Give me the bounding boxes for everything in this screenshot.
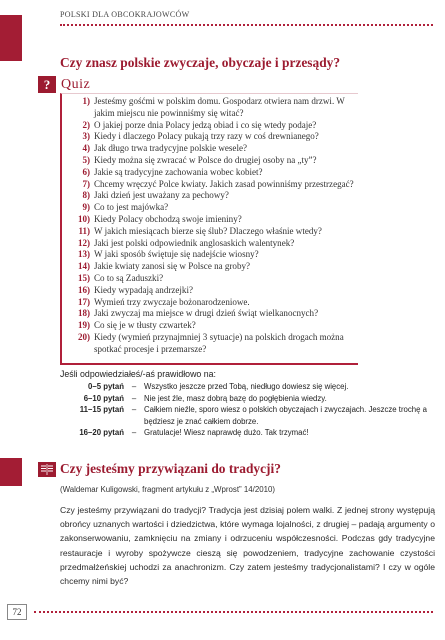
question-number: 13) [77, 249, 90, 260]
question-number: 17) [77, 296, 90, 307]
dotted-divider-bottom [34, 611, 433, 613]
question-text: W jakich miesiącach bierze się ślub? Dlaczego właśnie wtedy? [94, 225, 322, 236]
question-text: Kiedy wypadają andrzejki? [94, 284, 193, 295]
article-source: (Waldemar Kuligowski, fragment artykułu z „Wprost” 14/2010) [60, 485, 276, 494]
reading-section-title: Czy jesteśmy przywiązani do tradycji? [60, 461, 281, 476]
quiz-question [72, 143, 362, 155]
quiz-question [72, 120, 362, 132]
results-table [66, 381, 438, 439]
question-number: 5) [82, 154, 90, 165]
quiz-question [72, 214, 362, 226]
question-number: 9) [82, 202, 90, 213]
question-text: Kiedy i dlaczego Polacy pukają trzy razy w coś drewnianego? [94, 131, 319, 142]
question-mark-icon: ? [38, 76, 56, 93]
question-text: Jaki jest polski odpowiednik anglosaskich walentynek? [94, 237, 295, 248]
quiz-question [72, 320, 362, 332]
result-row [66, 427, 438, 439]
result-dash: – [131, 405, 137, 415]
quiz-label: Quiz [61, 76, 91, 92]
question-number: 6) [82, 166, 90, 177]
question-number: 18) [77, 308, 90, 319]
question-number: 4) [82, 143, 90, 154]
question-text: Co to są Zaduszki? [94, 272, 164, 283]
question-text: W jaki sposób świętuje się nadejście wiosny? [94, 249, 259, 260]
quiz-question [72, 167, 362, 179]
result-row [66, 393, 438, 405]
result-dash: – [131, 382, 137, 391]
question-number: 15) [77, 272, 90, 283]
question-text: Wymień trzy zwyczaje bożonarodzeniowe. [94, 296, 250, 307]
question-number: 8) [82, 190, 90, 201]
dotted-divider-top [60, 24, 433, 26]
question-text: Co się je w tłusty czwartek? [94, 320, 196, 331]
question-text: Jesteśmy gośćmi w polskim domu. Gospodarz otwiera nam drzwi. W jakim miejscu nie powinniśmy się witać? [94, 96, 345, 118]
question-number: 2) [82, 119, 90, 130]
page-number: 72 [7, 604, 27, 620]
question-number: 7) [82, 178, 90, 189]
quiz-question [72, 285, 362, 297]
book-icon [38, 462, 56, 477]
quiz-heading [38, 76, 90, 93]
question-text: Jaki zwyczaj ma miejsce w drugi dzień świąt wielkanocnych? [94, 308, 319, 319]
quiz-question [72, 131, 362, 143]
quiz-question [72, 273, 362, 285]
result-range: 16–20 pytań [79, 428, 124, 438]
quiz-question [72, 226, 362, 238]
question-text: Jaki dzień jest uważany za pechowy? [94, 190, 229, 201]
question-text: Jakie kwiaty zanosi się w Polsce na groby? [94, 261, 251, 272]
question-number: 19) [77, 320, 90, 331]
question-text: Kiedy Polacy obchodzą swoje imieniny? [94, 213, 242, 224]
question-number: 20) [77, 331, 90, 342]
quiz-question [72, 249, 362, 261]
result-range: 0–5 pytań [88, 382, 124, 391]
question-text: Jakie są tradycyjne zachowania wobec kobiet? [94, 166, 263, 177]
side-tab-decoration [0, 15, 22, 61]
result-range: 6–10 pytań [83, 393, 124, 403]
question-text: Kiedy (wymień przynajmniej 3 sytuacje) na polskich drogach można spotkać procesje i przemarsze? [94, 331, 344, 354]
result-dash: – [131, 428, 137, 438]
question-number: 1) [82, 96, 90, 106]
question-number: 14) [77, 261, 90, 272]
question-text: Jak długo trwa tradycyjne polskie wesele? [94, 143, 247, 154]
question-number: 10) [77, 213, 90, 224]
question-number: 16) [77, 284, 90, 295]
quiz-question [72, 261, 362, 273]
question-number: 11) [78, 225, 90, 236]
quiz-question [72, 238, 362, 250]
quiz-question-list [72, 96, 362, 356]
question-text: O jakiej porze dnia Polacy jedzą obiad i co się wtedy podaje? [94, 119, 317, 130]
quiz-question [72, 202, 362, 214]
result-range: 11–15 pytań [79, 405, 124, 415]
quiz-question [72, 332, 362, 356]
result-text: Gratulacje! Wiesz naprawdę dużo. Tak trzymać! [144, 428, 309, 438]
quiz-question [72, 155, 362, 167]
result-text: Nie jest źle, masz dobrą bazę do pogłębienia wiedzy. [144, 393, 327, 403]
quiz-question [72, 297, 362, 309]
result-text: Wszystko jeszcze przed Tobą, niedługo dowiesz się więcej. [144, 382, 349, 391]
quiz-section-title: Czy znasz polskie zwyczaje, obyczaje i przesądy? [60, 55, 341, 70]
question-number: 12) [77, 237, 90, 248]
article-body: Czy jesteśmy przywiązani do tradycji? Tradycja jest dzisiaj polem walki. Z jednej strony występują obrońcy uznanych wartości i dziedzictwa, które wymaga lojalności, z drugiej – padają argumenty o zakonserwowaniu, zamknięciu na zmiany i odrzuceniu współczesności. Podczas gdy tradycyjne restauracje i wyroby spożywcze cieszą się powodzeniem, tradycyjne zachowanie czystości przedmałżeńskiej uchodzi za anachronizm. Czy zatem jesteśmy tradycjonalistami? I czy w ogóle chcemy nimi być? [60, 505, 435, 587]
question-text: Co to jest majówka? [94, 202, 169, 213]
quiz-question [72, 190, 362, 202]
quiz-question [72, 179, 362, 191]
side-tab-decoration-mid [0, 458, 22, 486]
result-row [66, 404, 438, 427]
question-text: Kiedy można się zwracać w Polsce do drugiej osoby na „ty”? [94, 154, 317, 165]
quiz-question [72, 308, 362, 320]
result-dash: – [131, 393, 137, 403]
running-header: POLSKI DLA OBCOKRAJOWCÓW [60, 10, 190, 19]
question-text: Chcemy wręczyć Polce kwiaty. Jakich zasad powinniśmy przestrzegać? [94, 178, 354, 189]
result-text: Całkiem nieźle, sporo wiesz o polskich obyczajach i zwyczajach. Jeszcze trochę a będziesz je znać całkiem dobrze. [144, 405, 427, 426]
quiz-question [72, 96, 362, 120]
result-row [66, 381, 438, 393]
results-intro: Jeśli odpowiedziałeś/-aś prawidłowo na: [60, 369, 216, 379]
question-number: 3) [82, 131, 90, 142]
